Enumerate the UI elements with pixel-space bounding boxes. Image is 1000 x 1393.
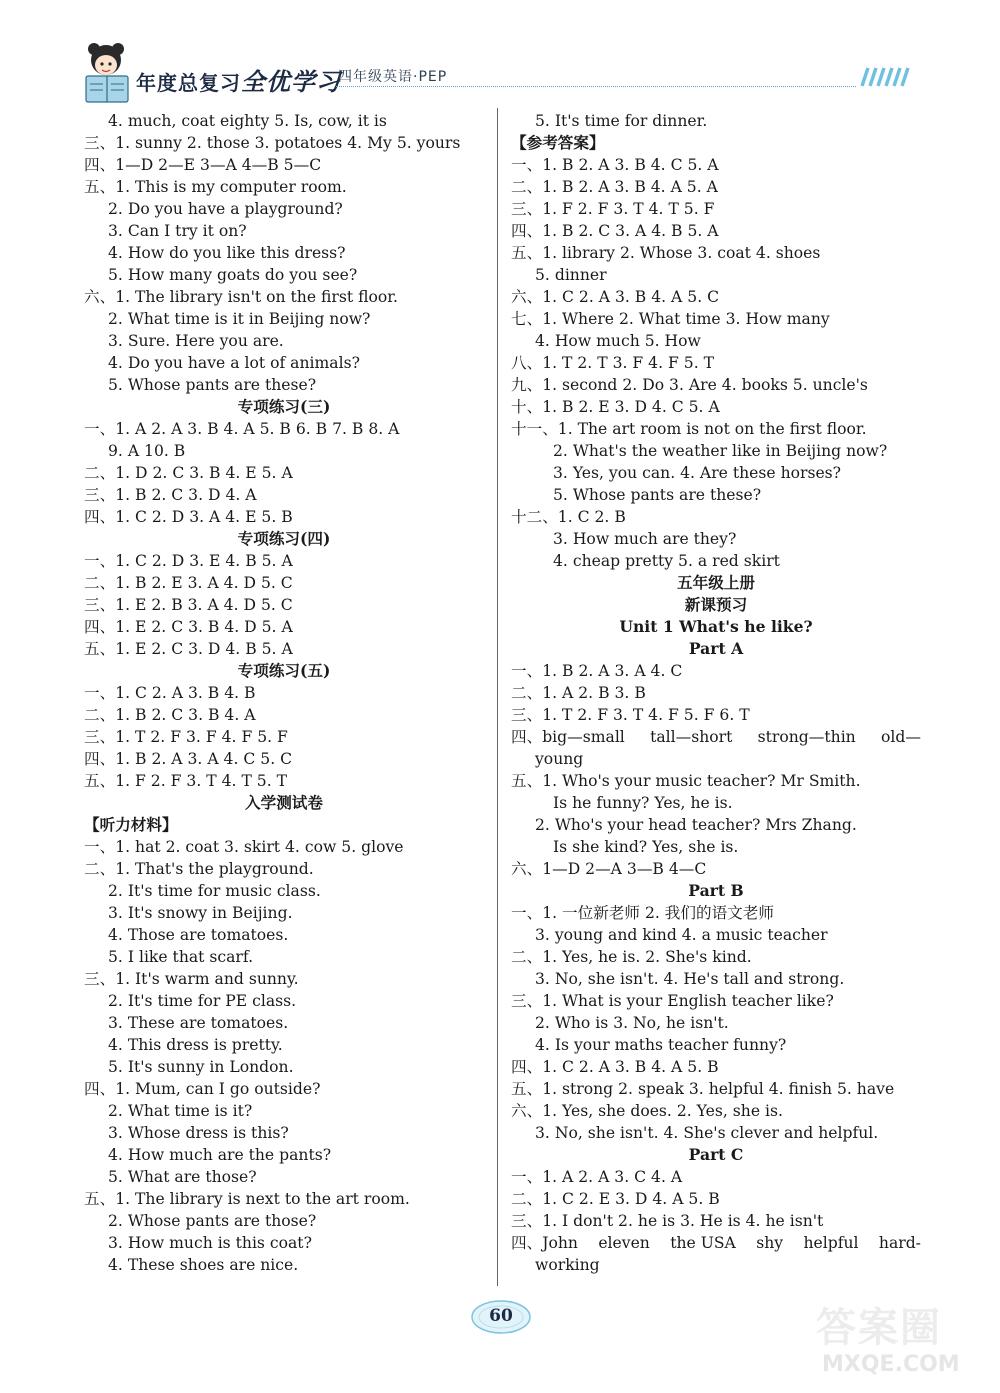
answer-line: 5. How many goats do you see? (108, 266, 358, 284)
answer-line: 一、1. B 2. A 3. B 4. C 5. A (511, 156, 719, 174)
answer-line: 5. What are those? (108, 1168, 257, 1186)
answer-line: 三、1. It's warm and sunny. (84, 970, 299, 988)
answer-line: 2. What time is it? (108, 1102, 253, 1120)
header-rule (336, 86, 856, 87)
answer-line: 四、1. Mum, can I go outside? (84, 1080, 321, 1098)
answer-line: 八、1. T 2. T 3. F 4. F 5. T (511, 354, 715, 372)
answer-line: 一、1. B 2. A 3. A 4. C (511, 662, 683, 680)
answer-line: 4. This dress is pretty. (108, 1036, 283, 1054)
answer-line: 四、1. C 2. D 3. A 4. E 5. B (84, 508, 293, 526)
answer-line: 二、1. A 2. B 3. B (511, 684, 646, 702)
answer-line: 一、1. A 2. A 3. B 4. A 5. B 6. B 7. B 8. A (84, 420, 400, 438)
answer-line: 二、1. That's the playground. (84, 860, 314, 878)
answer-line: 四、1. E 2. C 3. B 4. D 5. A (84, 618, 293, 636)
answer-line: 二、1. B 2. A 3. B 4. A 5. A (511, 178, 718, 196)
answer-line: 三、1. T 2. F 3. F 4. F 5. F (84, 728, 288, 746)
answer-line: 4. These shoes are nice. (108, 1256, 299, 1274)
answer-line: 六、1. Yes, she does. 2. Yes, she is. (511, 1102, 783, 1120)
section-heading: 专项练习(四) (237, 529, 331, 548)
answer-line: 2. Who is 3. No, he isn't. (535, 1014, 729, 1032)
page-header (78, 40, 918, 110)
answer-line: 二、1. D 2. C 3. B 4. E 5. A (84, 464, 293, 482)
answer-line: 5. I like that scarf. (108, 948, 254, 966)
answer-line: 三、1. I don't 2. he is 3. He is 4. he isn't (511, 1212, 824, 1230)
answer-line: 四、1. B 2. C 3. A 4. B 5. A (511, 222, 719, 240)
section-heading: 专项练习(三) (237, 397, 331, 416)
section-heading: 五年级上册 (677, 573, 755, 592)
answer-line: 4. much, coat eighty 5. Is, cow, it is (108, 112, 387, 130)
answers-left-column (84, 110, 484, 1276)
answer-line: Is she kind? Yes, she is. (553, 838, 739, 856)
answer-line: 2. It's time for music class. (108, 882, 321, 900)
answer-item: helpful (803, 1234, 859, 1252)
header-stripes-decoration (858, 66, 912, 88)
answer-line: 三、1. B 2. C 3. D 4. A (84, 486, 257, 504)
answer-line: 5. It's time for dinner. (535, 112, 708, 130)
answer-line: Is he funny? Yes, he is. (553, 794, 733, 812)
answer-line: 五、1. The library is next to the art room. (84, 1190, 410, 1208)
answer-line: 四、1. B 2. A 3. A 4. C 5. C (84, 750, 293, 768)
answer-item: 四、John (511, 1234, 578, 1252)
section-heading: 入学测试卷 (245, 793, 323, 812)
answer-line: 2. What time is it in Beijing now? (108, 310, 371, 328)
answer-line: 2. Do you have a playground? (108, 200, 343, 218)
answer-item: strong—thin (757, 728, 856, 746)
answer-line: 3. Yes, you can. 4. Are these horses? (553, 464, 842, 482)
answer-line: 5. It's sunny in London. (108, 1058, 294, 1076)
brand-name: 全优学习 (241, 68, 341, 96)
answer-line: 六、1. The library isn't on the first floor. (84, 288, 398, 306)
answer-line: 一、1. C 2. A 3. B 4. B (84, 684, 256, 702)
answer-line: 十一、1. The art room is not on the first floor. (511, 420, 867, 438)
answer-line: 二、1. B 2. C 3. B 4. A (84, 706, 256, 724)
answer-line: 二、1. C 2. E 3. D 4. A 5. B (511, 1190, 720, 1208)
page-number-badge (470, 1298, 532, 1338)
book-brand (136, 62, 341, 97)
answer-line: 【参考答案】 (511, 133, 605, 152)
answer-line: 4. How much 5. How (535, 332, 701, 350)
answer-line: 一、1. 一位新老师 2. 我们的语文老师 (511, 904, 774, 922)
answer-line: 3. Whose dress is this? (108, 1124, 289, 1142)
answer-item: tall—short (650, 728, 733, 746)
answers-right-column (511, 110, 921, 1276)
column-divider (497, 108, 498, 1286)
answer-item: hard- (878, 1234, 921, 1252)
answer-line: 二、1. B 2. E 3. A 4. D 5. C (84, 574, 293, 592)
answer-line: 二、1. Yes, he is. 2. She's kind. (511, 948, 752, 966)
answer-line: 一、1. hat 2. coat 3. skirt 4. cow 5. glove (84, 838, 404, 856)
answer-line: 一、1. C 2. D 3. E 4. B 5. A (84, 552, 293, 570)
answer-line: 3. How much are they? (553, 530, 737, 548)
book-subject: 四年级英语·PEP (338, 69, 448, 85)
answer-line: 3. It's snowy in Beijing. (108, 904, 293, 922)
section-heading: Part A (688, 639, 744, 658)
answer-line: 三、1. F 2. F 3. T 4. T 5. F (511, 200, 715, 218)
answer-line: 三、1. T 2. F 3. T 4. F 5. F 6. T (511, 706, 750, 724)
section-heading: 专项练习(五) (237, 661, 331, 680)
answer-line: working (535, 1256, 600, 1274)
answer-line: 2. It's time for PE class. (108, 992, 297, 1010)
answer-item: 四、big—small (511, 728, 625, 746)
answer-item: old— (881, 728, 921, 746)
answer-line: 3. Can I try it on? (108, 222, 247, 240)
answer-line: 七、1. Where 2. What time 3. How many (511, 310, 830, 328)
student-mascot-icon (78, 40, 138, 106)
answer-line: 四、1—D 2—E 3—A 4—B 5—C (84, 156, 322, 174)
section-heading: Part B (688, 881, 744, 900)
answer-line: 三、1. What is your English teacher like? (511, 992, 834, 1010)
answer-line: 一、1. A 2. A 3. C 4. A (511, 1168, 683, 1186)
answer-line: 六、1. C 2. A 3. B 4. A 5. C (511, 288, 720, 306)
watermark-url: MXQE.COM (822, 1352, 960, 1377)
section-heading: 新课预习 (684, 595, 748, 614)
watermark-logo: 答案圈 (816, 1305, 942, 1351)
answer-line: 2. What's the weather like in Beijing now? (553, 442, 888, 460)
answer-item: the USA (670, 1234, 736, 1252)
answer-line: 5. dinner (535, 266, 607, 284)
watermark (810, 1296, 986, 1386)
answer-line: 3. Sure. Here you are. (108, 332, 284, 350)
answer-line: 4. cheap pretty 5. a red skirt (553, 552, 780, 570)
answer-line (511, 726, 921, 748)
answer-line: 五、1. library 2. Whose 3. coat 4. shoes (511, 244, 821, 262)
answer-item: shy (756, 1234, 784, 1252)
answer-line: 2. Whose pants are those? (108, 1212, 317, 1230)
answer-line: 3. These are tomatoes. (108, 1014, 289, 1032)
answer-line: 四、1. C 2. A 3. B 4. A 5. B (511, 1058, 719, 1076)
answer-item: eleven (598, 1234, 650, 1252)
answer-line: 9. A 10. B (108, 442, 186, 460)
answer-line: 三、1. E 2. B 3. A 4. D 5. C (84, 596, 293, 614)
answer-line: 4. How much are the pants? (108, 1146, 332, 1164)
answer-line: 5. Whose pants are these? (553, 486, 762, 504)
answer-line: 3. young and kind 4. a music teacher (535, 926, 828, 944)
section-heading: Unit 1 What's he like? (619, 617, 813, 636)
answer-line: 4. Do you have a lot of animals? (108, 354, 360, 372)
answer-line: 五、1. E 2. C 3. D 4. B 5. A (84, 640, 293, 658)
answer-line: 六、1—D 2—A 3—B 4—C (511, 860, 707, 878)
answer-line: 3. No, she isn't. 4. She's clever and helpful. (535, 1124, 879, 1142)
answer-line (511, 1232, 921, 1254)
answer-line: 五、1. Who's your music teacher? Mr Smith. (511, 772, 861, 790)
answer-line: 五、1. F 2. F 3. T 4. T 5. T (84, 772, 288, 790)
answer-line: 4. Those are tomatoes. (108, 926, 289, 944)
answer-line: 【听力材料】 (84, 815, 178, 834)
answer-line: 五、1. This is my computer room. (84, 178, 347, 196)
brand-series: 年度总复习 (136, 71, 241, 95)
page-number: 60 (489, 1306, 513, 1326)
answer-line: 五、1. strong 2. speak 3. helpful 4. finish 5. have (511, 1080, 895, 1098)
answer-line: 3. No, she isn't. 4. He's tall and strong. (535, 970, 845, 988)
answer-line: 3. How much is this coat? (108, 1234, 312, 1252)
answer-line: 十、1. B 2. E 3. D 4. C 5. A (511, 398, 720, 416)
answer-line: 5. Whose pants are these? (108, 376, 317, 394)
section-heading: Part C (688, 1145, 744, 1164)
answer-line: young (535, 750, 584, 768)
answer-line: 十二、1. C 2. B (511, 508, 626, 526)
answer-line: 4. Is your maths teacher funny? (535, 1036, 787, 1054)
answer-line: 九、1. second 2. Do 3. Are 4. books 5. uncle's (511, 376, 868, 394)
answer-line: 4. How do you like this dress? (108, 244, 346, 262)
answer-line: 三、1. sunny 2. those 3. potatoes 4. My 5. yours (84, 134, 461, 152)
answer-line: 2. Who's your head teacher? Mrs Zhang. (535, 816, 857, 834)
